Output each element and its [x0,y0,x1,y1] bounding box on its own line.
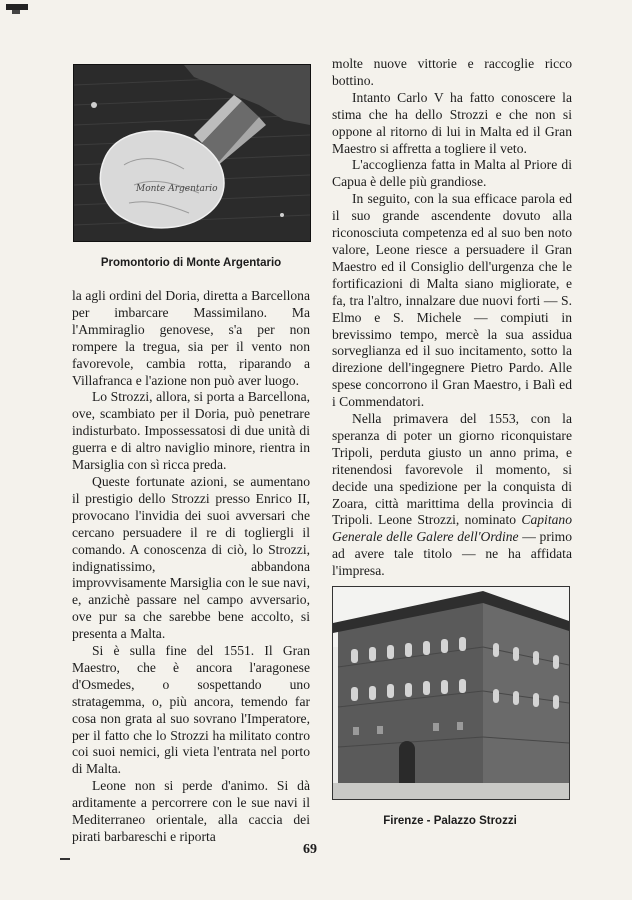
right-paragraph: L'accoglienza fatta in Malta al Priore di Capua è delle più grandiose. [332,157,572,190]
palazzo-figure [332,586,570,800]
left-paragraph: Lo Strozzi, allora, si porta a Barcellona, ove, scambiato per il Doria, può penetrare indisturbato. Impossessatosi di due unità di guerra e di altro naviglio minore, rientra in Marsiglia con sì ricca preda. [72,389,310,473]
right-paragraph-last [332,411,572,580]
page-number: 69 [303,842,317,857]
left-column [72,288,310,846]
right-paragraph: In seguito, con la sua efficace parola ed il suo grande ascendente dovuto alla riconosciuta competenza ed al suo ben noto valore, Leone riesce a persuadere il Gran Maestro ed il Consiglio dell'urgenza che le fortificazioni di Malta siano migliorate, e fa, tra l'altro, innalzare due nuovi forti — S. Elmo e S. Michele — compiuti in brevissimo tempo, mercè la sua assidua sorveglianza ed il suo incitamento, sotto la direzione dell'ingegnere Pietro Pardo. Alle spese concorrono il Gran Maestro, i Balì ed i Commendatori. [332,191,572,410]
map-label: Monte Argentario [136,184,218,194]
right-column [332,56,572,580]
left-paragraph: Leone non si perde d'animo. Si dà arditamente a percorrere con le sue navi il Mediterraneo orientale, alla caccia dei pirati barbareschi e riporta [72,778,310,844]
right-paragraph: molte nuove vittorie e raccoglie ricco bottino. [332,56,572,88]
left-paragraph: Si è sulla fine del 1551. Il Gran Maestro, che è ancora l'aragonese d'Osmedes, o sospettando uno stratagemma, o, più ancora, temendo far cosa non grata al suo sovrano l'Imperatore, per il fatto che lo Strozzi ha militato contro coi suoi nemici, gli vieta l'entrata nel porto di Malta. [72,643,310,777]
right-paragraph: Intanto Carlo V ha fatto conoscere la stima che ha dello Strozzi e che non si oppone al ritorno di lui in Malta ed il Gran Maestro si affretta a togliere il veto. [332,89,572,156]
left-paragraph: la agli ordini del Doria, diretta a Barcellona per imbarcare Massimilano. Ma l'Ammiraglio genovese, s'a per non rompere la tregua, sia per il vento non favorevole, cambia rotta, riparando a Villafranca e l'azione non può aver luogo. [72,288,310,388]
paragraph-text: Nella primavera del 1553, con la speranza di poter un giorno riconquistare Tripoli, perduta giusto un anno prima, e ritenendosi favorevole il momento, si decide una spedizione per la conquista di Zoara, città marittima della provincia di Tripoli. Leone Strozzi, nominato [332,411,572,528]
scan-mark-bottom [60,858,70,860]
palazzo-caption: Firenze - Palazzo Strozzi [383,815,517,827]
title-italic: Capitano Generale delle Galere dell'Ordine [332,512,572,545]
map-figure [73,64,311,242]
left-paragraph: Queste fortunate azioni, se aumentano il prestigio dello Strozzi presso Enrico II, provocano l'invidia dei suoi avversari che cercano persuadere il re di togliergli il comando. A conoscenza di ciò, lo Strozzi, indignatissimo, abbandona improvvisamente Marsiglia con le sue navi, e, anzichè passare nel campo avversario, ove pur sa che sarebbe bene accolto, si presenta a Malta. [72,473,310,642]
scan-mark-small [12,10,20,14]
paragraph-text: — primo ad avere tale titolo — ne ha affidata l'impresa. [332,529,572,579]
map-caption: Promontorio di Monte Argentario [100,257,282,269]
